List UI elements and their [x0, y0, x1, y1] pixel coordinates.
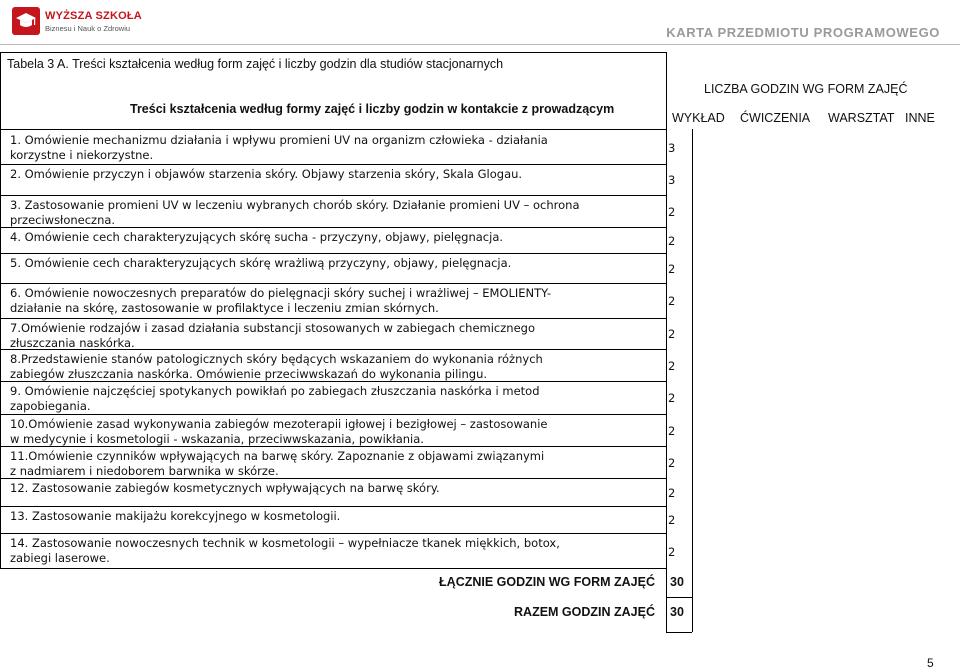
row-hours-wyklad: 2	[668, 391, 676, 405]
table-rule	[0, 164, 666, 165]
row-hours-wyklad: 3	[668, 173, 676, 187]
row-content-line2: korzystne i niekorzystne.	[10, 148, 154, 162]
logo-name: WYŻSZA SZKOŁA	[45, 10, 142, 22]
table-rule	[692, 129, 693, 632]
table-rule	[0, 129, 1, 568]
hours-group-header: LICZBA GODZIN WG FORM ZAJĘĆ	[704, 82, 908, 96]
page-number: 5	[927, 656, 934, 670]
row-content-line1: 11.Omówienie czynników wpływających na barwę skóry. Zapoznanie z objawami związanymi	[10, 449, 545, 463]
table-rule	[0, 52, 1, 129]
row-content-line2: zapobiegania.	[10, 399, 91, 413]
row-hours-wyklad: 2	[668, 262, 676, 276]
row-content-line1: 4. Omówienie cech charakteryzujących skórę sucha - przyczyny, objawy, pielęgnacja.	[10, 230, 504, 244]
row-hours-wyklad: 2	[668, 359, 676, 373]
row-hours-wyklad: 3	[668, 141, 676, 155]
header-divider	[0, 44, 960, 45]
column-header-cwiczenia: ĆWICZENIA	[740, 111, 811, 125]
row-hours-wyklad: 2	[668, 545, 676, 559]
column-header-wyklad: WYKŁAD	[672, 111, 725, 125]
table-rule	[0, 506, 666, 507]
page-header	[0, 0, 960, 46]
row-hours-wyklad: 2	[668, 486, 676, 500]
row-content-line1: 7.Omówienie rodzajów i zasad działania substancji stosowanych w zabiegach chemicznego	[10, 321, 535, 335]
table-rule	[0, 129, 666, 130]
table-rule	[0, 568, 666, 569]
row-content-line2: złuszczania naskórka.	[10, 336, 135, 350]
row-hours-wyklad: 2	[668, 205, 676, 219]
table-rule	[0, 318, 666, 319]
school-logo	[12, 5, 142, 37]
logo-subtitle: Biznesu i Nauk o Zdrowiu	[45, 24, 131, 33]
row-content-line1: 12. Zastosowanie zabiegów kosmetycznych wpływających na barwę skóry.	[10, 481, 440, 495]
row-content-line2: w medycynie i kosmetologii - wskazania, przeciwwskazania, powikłania.	[10, 432, 424, 446]
table-rule	[0, 414, 666, 415]
row-hours-wyklad: 2	[668, 456, 676, 470]
table-rule	[0, 253, 666, 254]
row-content-line1: 10.Omówienie zasad wykonywania zabiegów mezoterapii igłowej i bezigłowej – zastosowanie	[10, 417, 548, 431]
row-content-line2: działanie na skórę, zastosowanie w profilaktyce i leczeniu zmian skórnych.	[10, 301, 439, 315]
table-rule	[666, 632, 692, 633]
total-forms-value: 30	[670, 575, 684, 589]
row-hours-wyklad: 2	[668, 234, 676, 248]
content-column-header: Treści kształcenia według formy zajęć i liczby godzin w kontakcie z prowadzącym	[130, 102, 615, 116]
column-header-warsztat: WARSZTAT	[828, 111, 895, 125]
graduation-cap-icon	[12, 7, 40, 35]
row-content-line2: zabiegi laserowe.	[10, 551, 110, 565]
table-rule	[0, 52, 666, 53]
total-all-value: 30	[670, 605, 684, 619]
row-content-line1: 1. Omówienie mechanizmu działania i wpływu promieni UV na organizm człowieka - działania	[10, 133, 548, 147]
row-content-line1: 13. Zastosowanie makijażu korekcyjnego w kosmetologii.	[10, 509, 341, 523]
row-content-line1: 5. Omówienie cech charakteryzujących skórę wrażliwą przyczyny, objawy, pielęgnacja.	[10, 256, 512, 270]
table-rule	[666, 52, 667, 129]
document-title: KARTA PRZEDMIOTU PROGRAMOWEGO	[666, 25, 940, 40]
row-content-line1: 2. Omówienie przyczyn i objawów starzenia skóry. Objawy starzenia skóry, Skala Glogau.	[10, 167, 523, 181]
row-hours-wyklad: 2	[668, 327, 676, 341]
table-rule	[0, 533, 666, 534]
table-caption: Tabela 3 A. Treści kształcenia według form zajęć i liczby godzin dla studiów stacjonarnych	[7, 57, 504, 71]
total-all-label: RAZEM GODZIN ZAJĘĆ	[514, 605, 655, 619]
total-forms-label: ŁĄCZNIE GODZIN WG FORM ZAJĘĆ	[439, 575, 655, 589]
table-rule	[0, 195, 666, 196]
row-content-line2: przeciwsłoneczna.	[10, 213, 116, 227]
table-rule	[666, 129, 667, 632]
row-content-line1: 6. Omówienie nowoczesnych preparatów do pielęgnacji skóry suchej i wrażliwej – EMOLIENTY-	[10, 286, 551, 300]
row-content-line1: 9. Omówienie najczęściej spotykanych powikłań po zabiegach złuszczania naskórka i metod	[10, 384, 540, 398]
row-content-line1: 8.Przedstawienie stanów patologicznych skóry będących wskazaniem do wykonania różnych	[10, 352, 543, 366]
row-hours-wyklad: 2	[668, 513, 676, 527]
row-content-line1: 14. Zastosowanie nowoczesnych technik w kosmetologii – wypełniacze tkanek miękkich, botox,	[10, 536, 560, 550]
table-rule	[0, 283, 666, 284]
table-rule	[666, 597, 692, 598]
row-content-line1: 3. Zastosowanie promieni UV w leczeniu wybranych chorób skóry. Działanie promieni UV – ochrona	[10, 198, 580, 212]
row-hours-wyklad: 2	[668, 424, 676, 438]
row-hours-wyklad: 2	[668, 294, 676, 308]
row-content-line2: z nadmiarem i niedoborem barwnika w skórze.	[10, 464, 279, 478]
column-header-inne: INNE	[905, 111, 935, 125]
row-content-line2: zabiegów złuszczania naskórka. Omówienie przeciwwskazań do wykonania pilingu.	[10, 367, 488, 381]
